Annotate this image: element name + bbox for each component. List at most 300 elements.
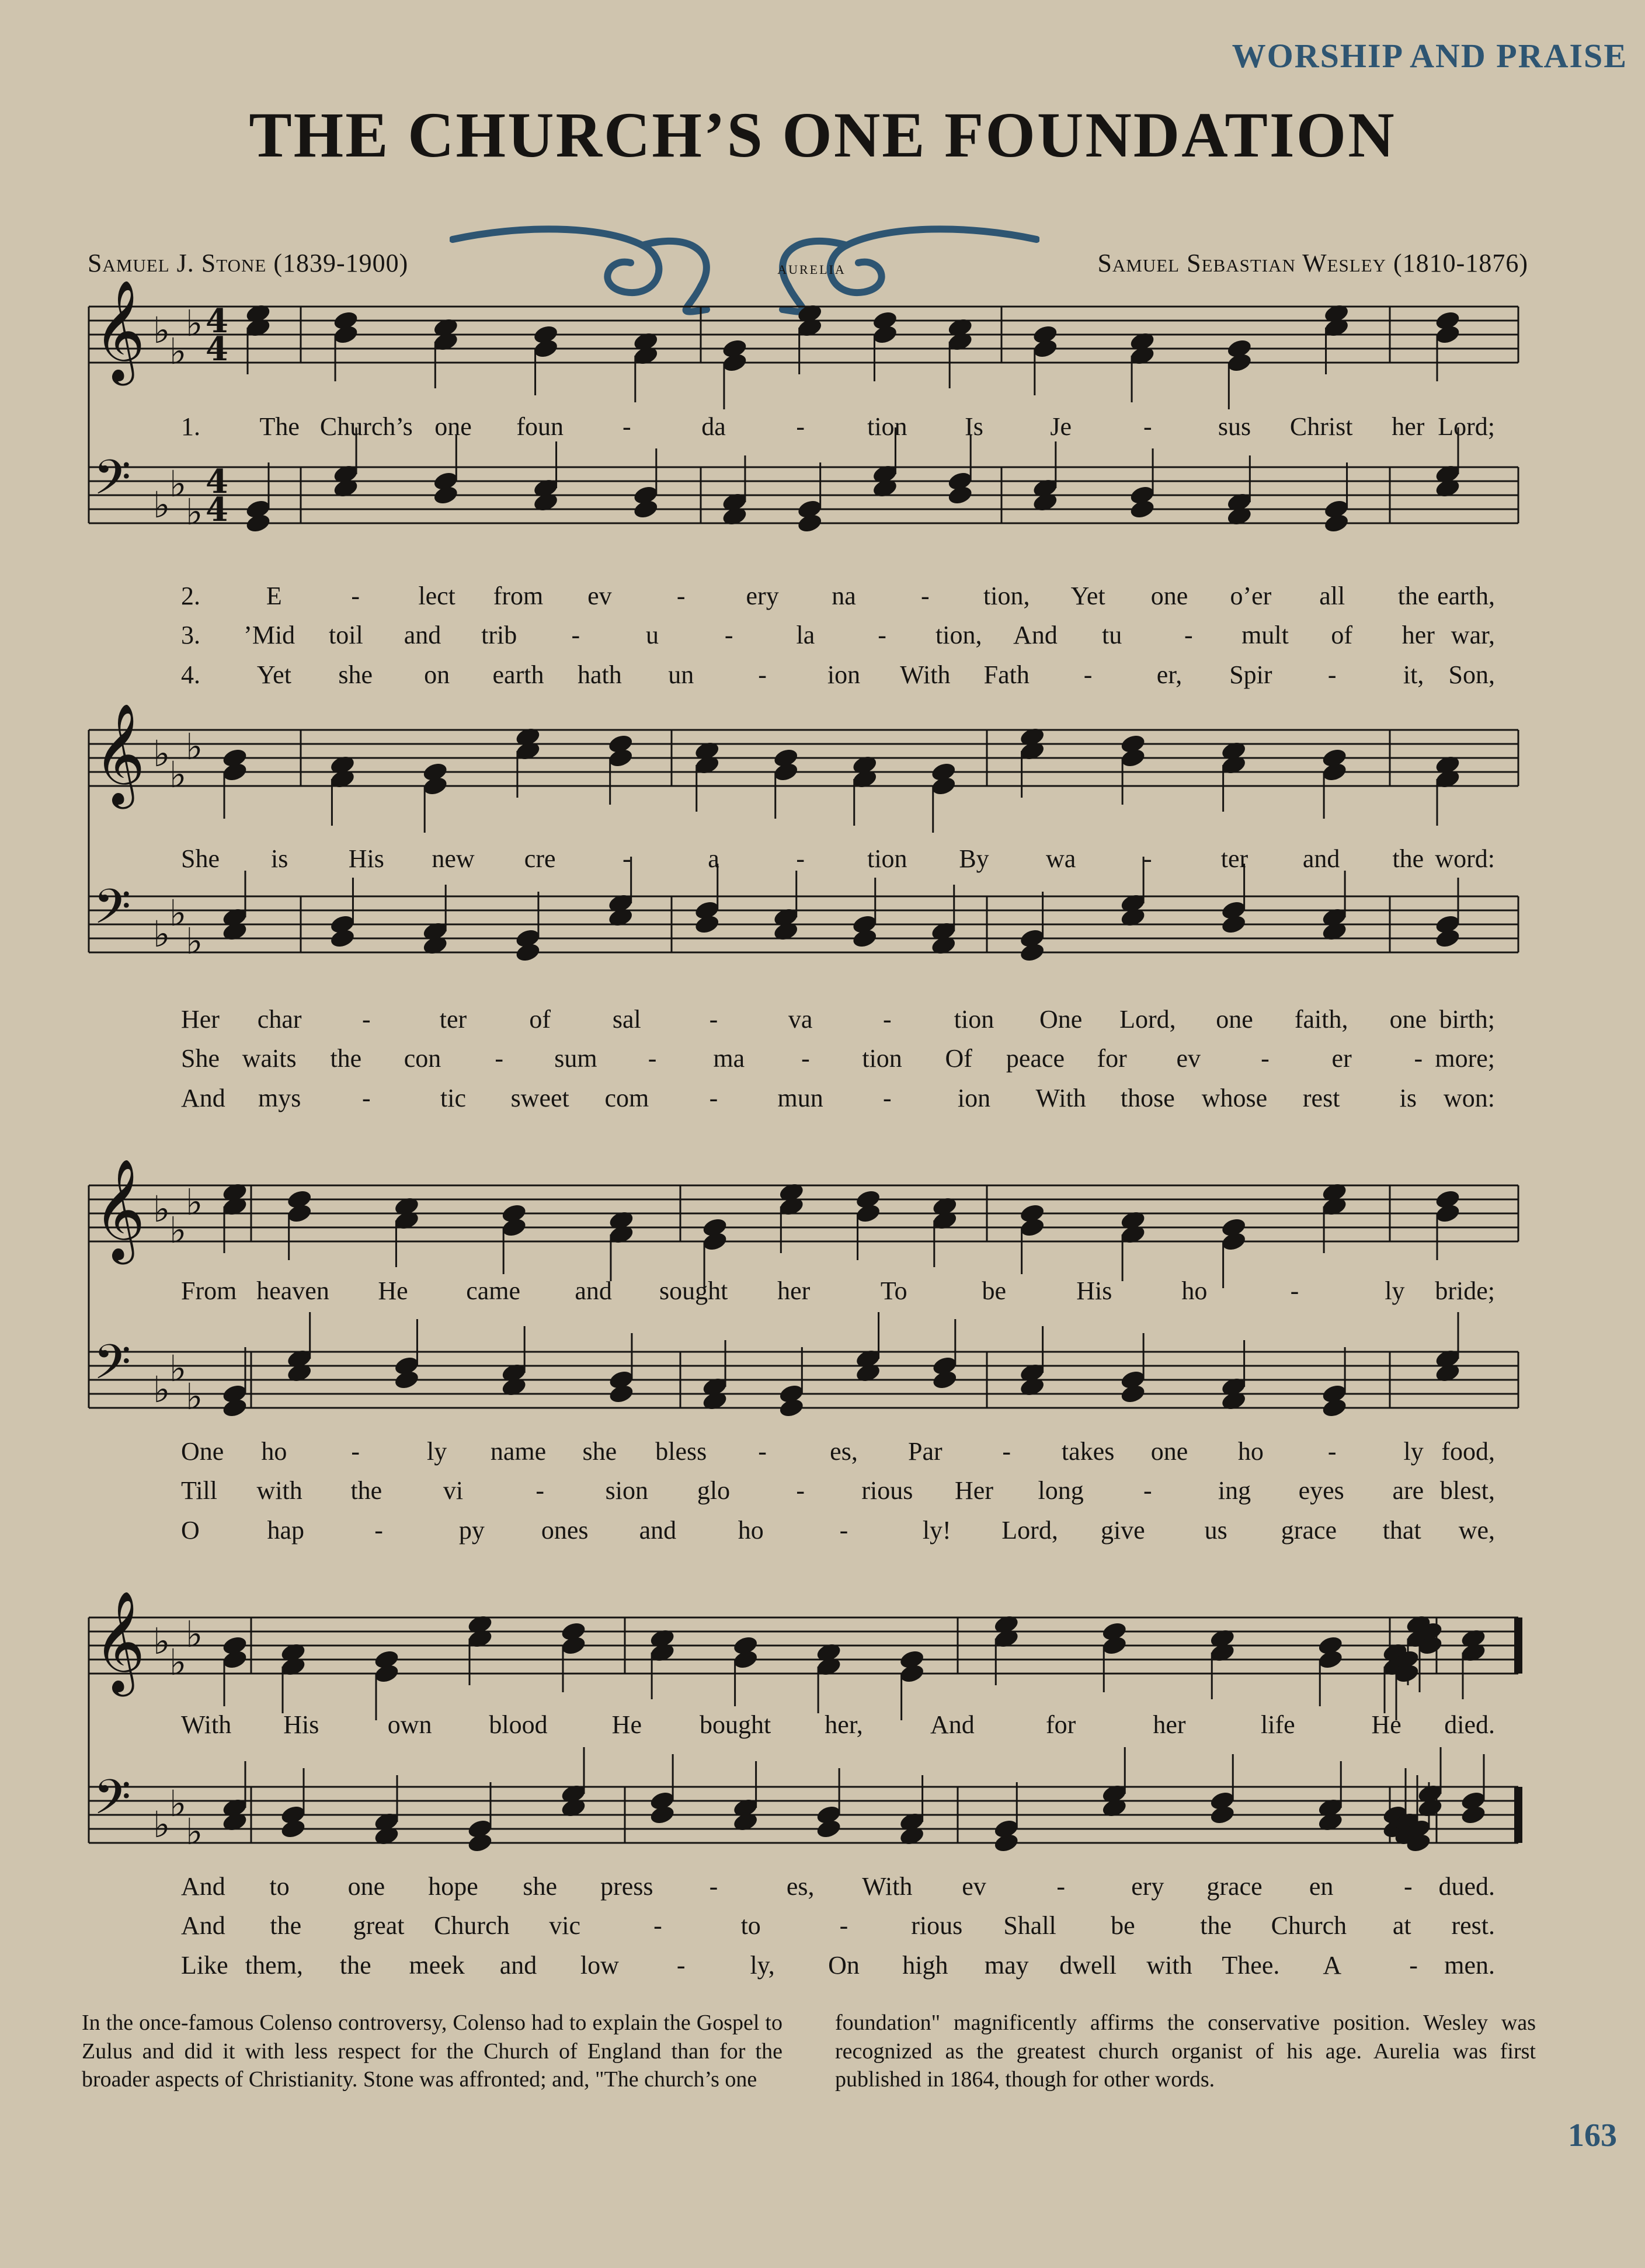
lyric-word-top: blood xyxy=(489,1710,548,1739)
lyric-word-top: tion xyxy=(867,412,907,441)
lyric-word-verse: at xyxy=(1392,1911,1411,1940)
lyric-word-verse: un xyxy=(668,660,694,689)
lyric-word-top: word: xyxy=(1435,844,1495,873)
time-signature: 4 xyxy=(206,302,228,340)
lyric-word-verse: Church xyxy=(1271,1911,1347,1940)
lyric-word-verse: and xyxy=(639,1516,677,1545)
lyric-word-verse: na xyxy=(832,582,856,610)
lyric-word-verse: - xyxy=(724,621,733,649)
lyric-word-verse: ho xyxy=(261,1437,287,1466)
lyric-word-top: With xyxy=(181,1710,232,1739)
lyric-word-verse: - xyxy=(1261,1044,1270,1073)
bass-clef-icon: 𝄢 xyxy=(93,449,131,517)
lyric-word-verse: - xyxy=(676,1951,686,1980)
lyric-word-verse: for xyxy=(1097,1044,1127,1073)
lyric-word-verse: war, xyxy=(1451,621,1495,649)
lyric-word-verse: she xyxy=(582,1437,617,1466)
note-head xyxy=(1434,1202,1461,1225)
lyric-word-verse: from xyxy=(493,582,544,610)
lyric-word-verse: ma xyxy=(713,1044,745,1073)
lyric-word-verse: hap xyxy=(267,1516,305,1545)
note-head xyxy=(1119,1383,1146,1405)
tune-name: aurelia xyxy=(777,257,846,278)
lyric-word-verse: the xyxy=(1397,582,1430,610)
note-head xyxy=(1018,1216,1045,1239)
lyric-word-verse: Lord, xyxy=(1001,1516,1058,1545)
lyric-word-verse: Par xyxy=(908,1437,943,1466)
flat-icon: ♭ xyxy=(153,1188,171,1230)
lyric-word-top: a xyxy=(708,844,719,873)
note-head xyxy=(632,498,659,520)
lyric-word-verse: one xyxy=(1150,1437,1188,1466)
note-head xyxy=(1226,352,1253,374)
flat-icon: ♭ xyxy=(186,1181,203,1223)
lyric-word-verse: vi xyxy=(443,1476,464,1505)
note-head xyxy=(796,512,823,534)
lyric-word-verse: rest. xyxy=(1451,1911,1495,1940)
lyric-word-verse: - xyxy=(1327,1437,1337,1466)
lyric-word-verse: 4. xyxy=(181,660,200,689)
note-head xyxy=(898,1662,925,1685)
lyric-word-top: foun xyxy=(516,412,564,441)
flat-icon: ♭ xyxy=(169,1347,187,1390)
lyric-word-verse: lect xyxy=(418,582,455,610)
lyric-word-verse: She xyxy=(181,1044,220,1073)
lyric-word-verse: en xyxy=(1309,1872,1334,1901)
flat-icon: ♭ xyxy=(169,1209,187,1251)
note-head xyxy=(532,338,559,360)
lyric-word-verse: - xyxy=(883,1005,892,1034)
note-head xyxy=(432,484,459,506)
lyric-word-verse: - xyxy=(1414,1044,1423,1073)
lyric-word-verse: one xyxy=(1389,1005,1427,1034)
note-head xyxy=(1119,747,1146,769)
lyric-word-top: came xyxy=(466,1276,521,1305)
lyric-word-verse: con xyxy=(404,1044,441,1073)
lyric-word-verse: sweet xyxy=(510,1084,569,1112)
lyric-word-top: own xyxy=(387,1710,432,1739)
flat-icon: ♭ xyxy=(153,1803,171,1846)
lyric-word-verse: the xyxy=(1200,1911,1232,1940)
note-head xyxy=(947,484,973,506)
lyric-word-verse: - xyxy=(839,1911,848,1940)
commentary-left: In the once-famous Colenso controversy, Colenso had to explain the Gospel to Zulus and did it with less respect for the Church of England than for the broader aspects of Christianity. Stone was affronted; and, "The church’s one xyxy=(82,2010,782,2092)
note-head xyxy=(815,1818,842,1840)
note-head xyxy=(851,927,878,949)
lyric-word-verse: won: xyxy=(1444,1084,1495,1112)
note-head xyxy=(373,1662,400,1685)
lyric-word-verse: press xyxy=(600,1872,653,1901)
lyric-word-verse: - xyxy=(374,1516,383,1545)
lyric-word-verse: the xyxy=(339,1951,371,1980)
lyric-word-verse: - xyxy=(1184,621,1193,649)
lyric-word-verse: char xyxy=(257,1005,302,1034)
lyric-word-verse: that xyxy=(1382,1516,1421,1545)
note-head xyxy=(1101,1634,1128,1657)
lyric-word-verse: rest xyxy=(1302,1084,1340,1112)
lyric-word-top: sus xyxy=(1218,412,1251,441)
note-head xyxy=(1321,1397,1348,1419)
note-head xyxy=(221,1648,248,1671)
note-head xyxy=(467,1832,493,1854)
lyric-word-verse: long xyxy=(1038,1476,1084,1505)
note-head xyxy=(1323,512,1350,534)
lyric-word-verse: one xyxy=(1216,1005,1253,1034)
lyric-word-top: life xyxy=(1261,1710,1295,1739)
lyric-word-verse: - xyxy=(1327,660,1337,689)
note-head xyxy=(1209,1804,1236,1826)
flat-icon: ♭ xyxy=(186,920,203,962)
treble-clef-icon: 𝄞 xyxy=(93,1591,145,1692)
lyric-word-verse: ly, xyxy=(750,1951,775,1980)
lyric-word-verse: One xyxy=(181,1437,224,1466)
flat-icon: ♭ xyxy=(169,1641,187,1683)
flat-icon: ♭ xyxy=(169,1782,187,1825)
lyric-word-verse: we, xyxy=(1458,1516,1495,1545)
time-signature: 4 xyxy=(206,491,228,529)
lyric-word-verse: es, xyxy=(830,1437,858,1466)
bass-clef-icon: 𝄢 xyxy=(93,1769,131,1837)
lyric-word-verse: with xyxy=(1146,1951,1192,1980)
lyric-word-verse: glo xyxy=(697,1476,731,1505)
composer-credit: Samuel Sebastian Wesley (1810-1876) xyxy=(1097,249,1528,277)
commentary-right: foundation" magnificently affirms the conservative position. Wesley was recognized as the greatest church organist of his age. Aurelia was first published in 1864, though for other words. xyxy=(835,2010,1536,2092)
note-head xyxy=(221,1397,248,1419)
lyric-word-verse: mun xyxy=(777,1084,823,1112)
lyric-word-top: one xyxy=(434,412,472,441)
note-head xyxy=(1220,913,1247,935)
note-head xyxy=(286,1202,312,1225)
note-head xyxy=(778,1397,805,1419)
lyric-word-verse: name xyxy=(490,1437,547,1466)
lyric-word-verse: grace xyxy=(1206,1872,1263,1901)
lyric-word-top: bought xyxy=(700,1710,771,1739)
lyric-word-verse: one xyxy=(1150,582,1188,610)
lyric-word-verse: - xyxy=(1404,1872,1413,1901)
lyric-word-verse: One xyxy=(1039,1005,1083,1034)
lyric-word-verse: tu xyxy=(1101,621,1122,649)
lyric-word-verse: - xyxy=(758,660,767,689)
lyric-word-verse: On xyxy=(828,1951,860,1980)
lyric-word-top: ho xyxy=(1181,1276,1208,1305)
lyric-word-verse: - xyxy=(709,1005,718,1034)
lyric-word-verse: - xyxy=(1409,1951,1418,1980)
lyric-word-verse: toil xyxy=(329,621,363,649)
lyric-word-verse: ly xyxy=(427,1437,447,1466)
lyric-word-verse: With xyxy=(862,1872,913,1901)
lyric-word-verse: and xyxy=(404,621,441,649)
lyric-word-verse: ev xyxy=(962,1872,986,1901)
lyric-word-verse: the xyxy=(350,1476,382,1505)
flat-icon: ♭ xyxy=(153,913,171,955)
lyric-word-verse: rious xyxy=(861,1476,913,1505)
lyric-word-verse: peace xyxy=(1006,1044,1065,1073)
lyric-word-verse: high xyxy=(902,1951,948,1980)
lyric-word-top: and xyxy=(1302,844,1340,873)
lyric-word-top: died. xyxy=(1444,1710,1495,1739)
lyric-word-top: - xyxy=(796,844,805,873)
lyric-word-verse: - xyxy=(709,1872,718,1901)
lyric-word-top: And xyxy=(930,1710,975,1739)
note-head xyxy=(701,1230,728,1253)
lyric-word-verse: ’Mid xyxy=(244,621,295,649)
lyric-word-verse: birth; xyxy=(1439,1005,1495,1034)
lyric-word-verse: - xyxy=(1002,1437,1011,1466)
lyric-word-top: He xyxy=(1371,1710,1401,1739)
note-head xyxy=(854,1202,881,1225)
note-head xyxy=(607,747,634,769)
page-number: 163 xyxy=(1568,2117,1617,2154)
lyric-word-top: - xyxy=(796,412,805,441)
note-head xyxy=(514,941,541,963)
lyric-word-verse: - xyxy=(495,1044,504,1073)
note-head xyxy=(608,1383,635,1405)
lyric-word-verse: grace xyxy=(1281,1516,1337,1545)
lyric-word-verse: - xyxy=(351,582,360,610)
lyric-word-verse: them, xyxy=(245,1951,303,1980)
note-head xyxy=(500,1216,527,1239)
note-head xyxy=(871,323,898,346)
lyric-word-verse: hath xyxy=(577,660,622,689)
flat-icon: ♭ xyxy=(169,753,187,796)
flat-icon: ♭ xyxy=(186,491,203,533)
lyric-word-top: be xyxy=(982,1276,1007,1305)
lyric-word-verse: Church xyxy=(434,1911,510,1940)
flat-icon: ♭ xyxy=(186,1613,203,1655)
lyric-word-verse: the xyxy=(330,1044,362,1073)
lyric-word-verse: is xyxy=(1399,1084,1417,1112)
lyric-word-verse: - xyxy=(1143,1476,1152,1505)
lyric-word-verse: whose xyxy=(1201,1084,1268,1112)
lyric-word-verse: es, xyxy=(786,1872,815,1901)
lyric-word-verse: py xyxy=(458,1516,485,1545)
lyric-word-verse: ones xyxy=(541,1516,589,1545)
lyric-word-verse: - xyxy=(883,1084,892,1112)
lyric-word-verse: Her xyxy=(955,1476,993,1505)
flat-icon: ♭ xyxy=(169,892,187,934)
lyric-word-verse: Yet xyxy=(1070,582,1105,610)
note-head xyxy=(1317,1648,1344,1671)
lyric-word-verse: Son, xyxy=(1448,660,1495,689)
note-head xyxy=(1129,498,1156,520)
lyric-word-verse: ly xyxy=(1403,1437,1424,1466)
lyric-word-verse: us xyxy=(1204,1516,1227,1545)
lyric-word-verse: sum xyxy=(554,1044,597,1073)
lyric-word-verse: the xyxy=(270,1911,302,1940)
lyric-word-verse: ing xyxy=(1218,1476,1251,1505)
lyric-word-top: He xyxy=(378,1276,408,1305)
lyric-word-verse: tion, xyxy=(935,621,982,649)
lyric-word-verse: - xyxy=(709,1084,718,1112)
lyric-word-verse: - xyxy=(535,1476,544,1505)
lyric-word-verse: ion xyxy=(957,1084,991,1112)
lyric-word-verse: blest, xyxy=(1439,1476,1495,1505)
section-label: WORSHIP AND PRAISE xyxy=(1232,37,1627,75)
lyric-word-top: From xyxy=(181,1276,237,1305)
lyric-word-verse: hope xyxy=(428,1872,478,1901)
lyric-word-verse: of xyxy=(529,1005,551,1034)
lyric-word-verse: bless xyxy=(655,1437,707,1466)
lyric-word-top: Is xyxy=(965,412,983,441)
lyric-word-top: da xyxy=(701,412,726,441)
lyric-word-verse: Thee. xyxy=(1222,1951,1280,1980)
lyric-word-verse: faith, xyxy=(1294,1005,1348,1034)
treble-clef-icon: 𝄞 xyxy=(93,703,145,805)
author-credit: Samuel J. Stone (1839-1900) xyxy=(88,249,409,277)
lyric-word-verse: tion xyxy=(862,1044,902,1073)
note-head xyxy=(721,352,748,374)
lyric-word-verse: ery xyxy=(746,582,779,610)
lyric-word-verse: be xyxy=(1111,1911,1135,1940)
lyric-word-verse: one xyxy=(347,1872,385,1901)
lyric-word-top: - xyxy=(1290,1276,1299,1305)
lyric-word-top: for xyxy=(1046,1710,1076,1739)
lyric-word-top: her xyxy=(1153,1710,1186,1739)
lyric-word-top: His xyxy=(283,1710,319,1739)
lyric-word-verse: rious xyxy=(911,1911,963,1940)
lyric-word-top: ly xyxy=(1385,1276,1405,1305)
lyric-word-verse: Spir xyxy=(1229,660,1272,689)
lyric-word-verse: Lord, xyxy=(1119,1005,1176,1034)
note-head xyxy=(1018,941,1045,963)
lyric-word-verse: 3. xyxy=(181,621,200,649)
lyric-word-top: the xyxy=(1392,844,1424,873)
lyric-word-verse: trib xyxy=(481,621,517,649)
lyric-word-verse: - xyxy=(362,1005,371,1034)
flat-icon: ♭ xyxy=(186,725,203,768)
lyric-word-verse: - xyxy=(796,1476,805,1505)
flat-icon: ♭ xyxy=(153,732,171,775)
lyric-word-verse: - xyxy=(648,1044,657,1073)
note-head xyxy=(773,761,799,783)
treble-clef-icon: 𝄞 xyxy=(93,1159,145,1260)
flat-icon: ♭ xyxy=(186,1810,203,1853)
lyric-word-verse: dwell xyxy=(1059,1951,1117,1980)
flat-icon: ♭ xyxy=(153,483,171,526)
bass-clef-icon: 𝄢 xyxy=(93,878,131,947)
lyric-word-verse: she xyxy=(523,1872,557,1901)
lyric-word-verse: ev xyxy=(1176,1044,1201,1073)
lyric-word-verse: Of xyxy=(945,1044,972,1073)
lyric-word-top: is xyxy=(270,844,288,873)
lyric-word-verse: to xyxy=(269,1872,290,1901)
lyric-word-top: - xyxy=(1143,412,1152,441)
lyric-word-verse: And xyxy=(181,1084,225,1112)
lyric-word-top: He xyxy=(611,1710,642,1739)
lyric-word-top: bride; xyxy=(1435,1276,1495,1305)
note-head xyxy=(245,512,272,534)
lyric-word-verse: u xyxy=(646,621,659,649)
lyric-word-verse: tic xyxy=(440,1084,466,1112)
lyric-word-top: cre xyxy=(524,844,556,873)
lyric-word-verse: - xyxy=(878,621,886,649)
lyric-word-top: The xyxy=(259,412,300,441)
lyric-word-top: ter xyxy=(1220,844,1248,873)
lyric-word-verse: Fath xyxy=(983,660,1030,689)
note-head xyxy=(329,927,356,949)
note-head xyxy=(993,1832,1020,1854)
flat-icon: ♭ xyxy=(153,1620,171,1662)
lyric-word-verse: ly! xyxy=(922,1516,951,1545)
lyric-word-top: and xyxy=(575,1276,612,1305)
lyric-word-top: heaven xyxy=(256,1276,329,1305)
lyric-word-top: Christ xyxy=(1289,412,1353,441)
note-head xyxy=(931,1369,958,1391)
lyric-word-top: Church’s xyxy=(319,412,413,441)
lyric-word-verse: er, xyxy=(1156,660,1183,689)
lyric-word-verse: E xyxy=(266,582,282,610)
lyric-word-verse: And xyxy=(181,1872,225,1901)
lyric-word-verse: ion xyxy=(827,660,861,689)
note-head xyxy=(649,1804,676,1826)
lyric-word-verse: Her xyxy=(181,1005,220,1034)
lyric-word-top: tion xyxy=(867,844,907,873)
lyric-word-verse: vic xyxy=(549,1911,581,1940)
lyric-word-top: His xyxy=(1076,1276,1112,1305)
time-signature: 4 xyxy=(206,462,228,501)
lyric-word-verse: mys xyxy=(258,1084,301,1112)
lyric-word-verse: Like xyxy=(181,1951,228,1980)
note-head xyxy=(1220,1230,1247,1253)
lyric-word-top: wa xyxy=(1046,844,1076,873)
note-head xyxy=(1321,761,1348,783)
lyric-word-top: - xyxy=(622,844,631,873)
lyric-word-verse: Yet xyxy=(256,660,291,689)
lyric-word-verse: waits xyxy=(242,1044,297,1073)
note-head xyxy=(560,1634,587,1657)
lyric-word-verse: ery xyxy=(1131,1872,1164,1901)
lyric-word-verse: - xyxy=(839,1516,848,1545)
lyric-word-verse: on xyxy=(424,660,450,689)
lyric-word-top: - xyxy=(1143,844,1152,873)
lyric-word-verse: to xyxy=(740,1911,761,1940)
flat-icon: ♭ xyxy=(186,302,203,345)
hymn-title: THE CHURCH’S ONE FOUNDATION xyxy=(249,99,1396,171)
lyric-word-verse: o’er xyxy=(1230,582,1272,610)
lyric-word-verse: ho xyxy=(1237,1437,1264,1466)
lyric-word-verse: With xyxy=(900,660,951,689)
lyric-word-verse: Shall xyxy=(1003,1911,1056,1940)
lyric-word-verse: dued. xyxy=(1438,1872,1495,1901)
bass-clef-icon: 𝄢 xyxy=(93,1334,131,1402)
flat-icon: ♭ xyxy=(169,462,187,505)
lyric-word-verse: may xyxy=(984,1951,1029,1980)
lyric-word-top: To xyxy=(880,1276,907,1305)
lyric-word-verse: 2. xyxy=(181,582,200,610)
lyric-word-top: By xyxy=(959,844,989,873)
lyric-word-verse: more; xyxy=(1435,1044,1495,1073)
lyric-word-verse: ho xyxy=(738,1516,764,1545)
lyric-word-top: 1. xyxy=(181,412,200,441)
lyric-word-top: His xyxy=(348,844,384,873)
lyric-word-verse: and xyxy=(499,1951,537,1980)
note-head xyxy=(732,1648,759,1671)
lyric-word-verse: it, xyxy=(1403,660,1424,689)
lyric-word-verse: And xyxy=(181,1911,225,1940)
flat-icon: ♭ xyxy=(186,1375,203,1418)
note-head xyxy=(694,913,721,935)
lyric-word-verse: earth, xyxy=(1437,582,1495,610)
lyric-word-verse: - xyxy=(676,582,686,610)
flat-icon: ♭ xyxy=(169,330,187,373)
lyric-word-verse: low xyxy=(580,1951,619,1980)
lyric-word-verse: her xyxy=(1401,621,1435,649)
note-head xyxy=(1032,338,1059,360)
lyric-word-verse: of xyxy=(1331,621,1352,649)
note-head xyxy=(930,775,957,797)
lyric-word-verse: sal xyxy=(612,1005,641,1034)
lyric-word-verse: give xyxy=(1100,1516,1145,1545)
